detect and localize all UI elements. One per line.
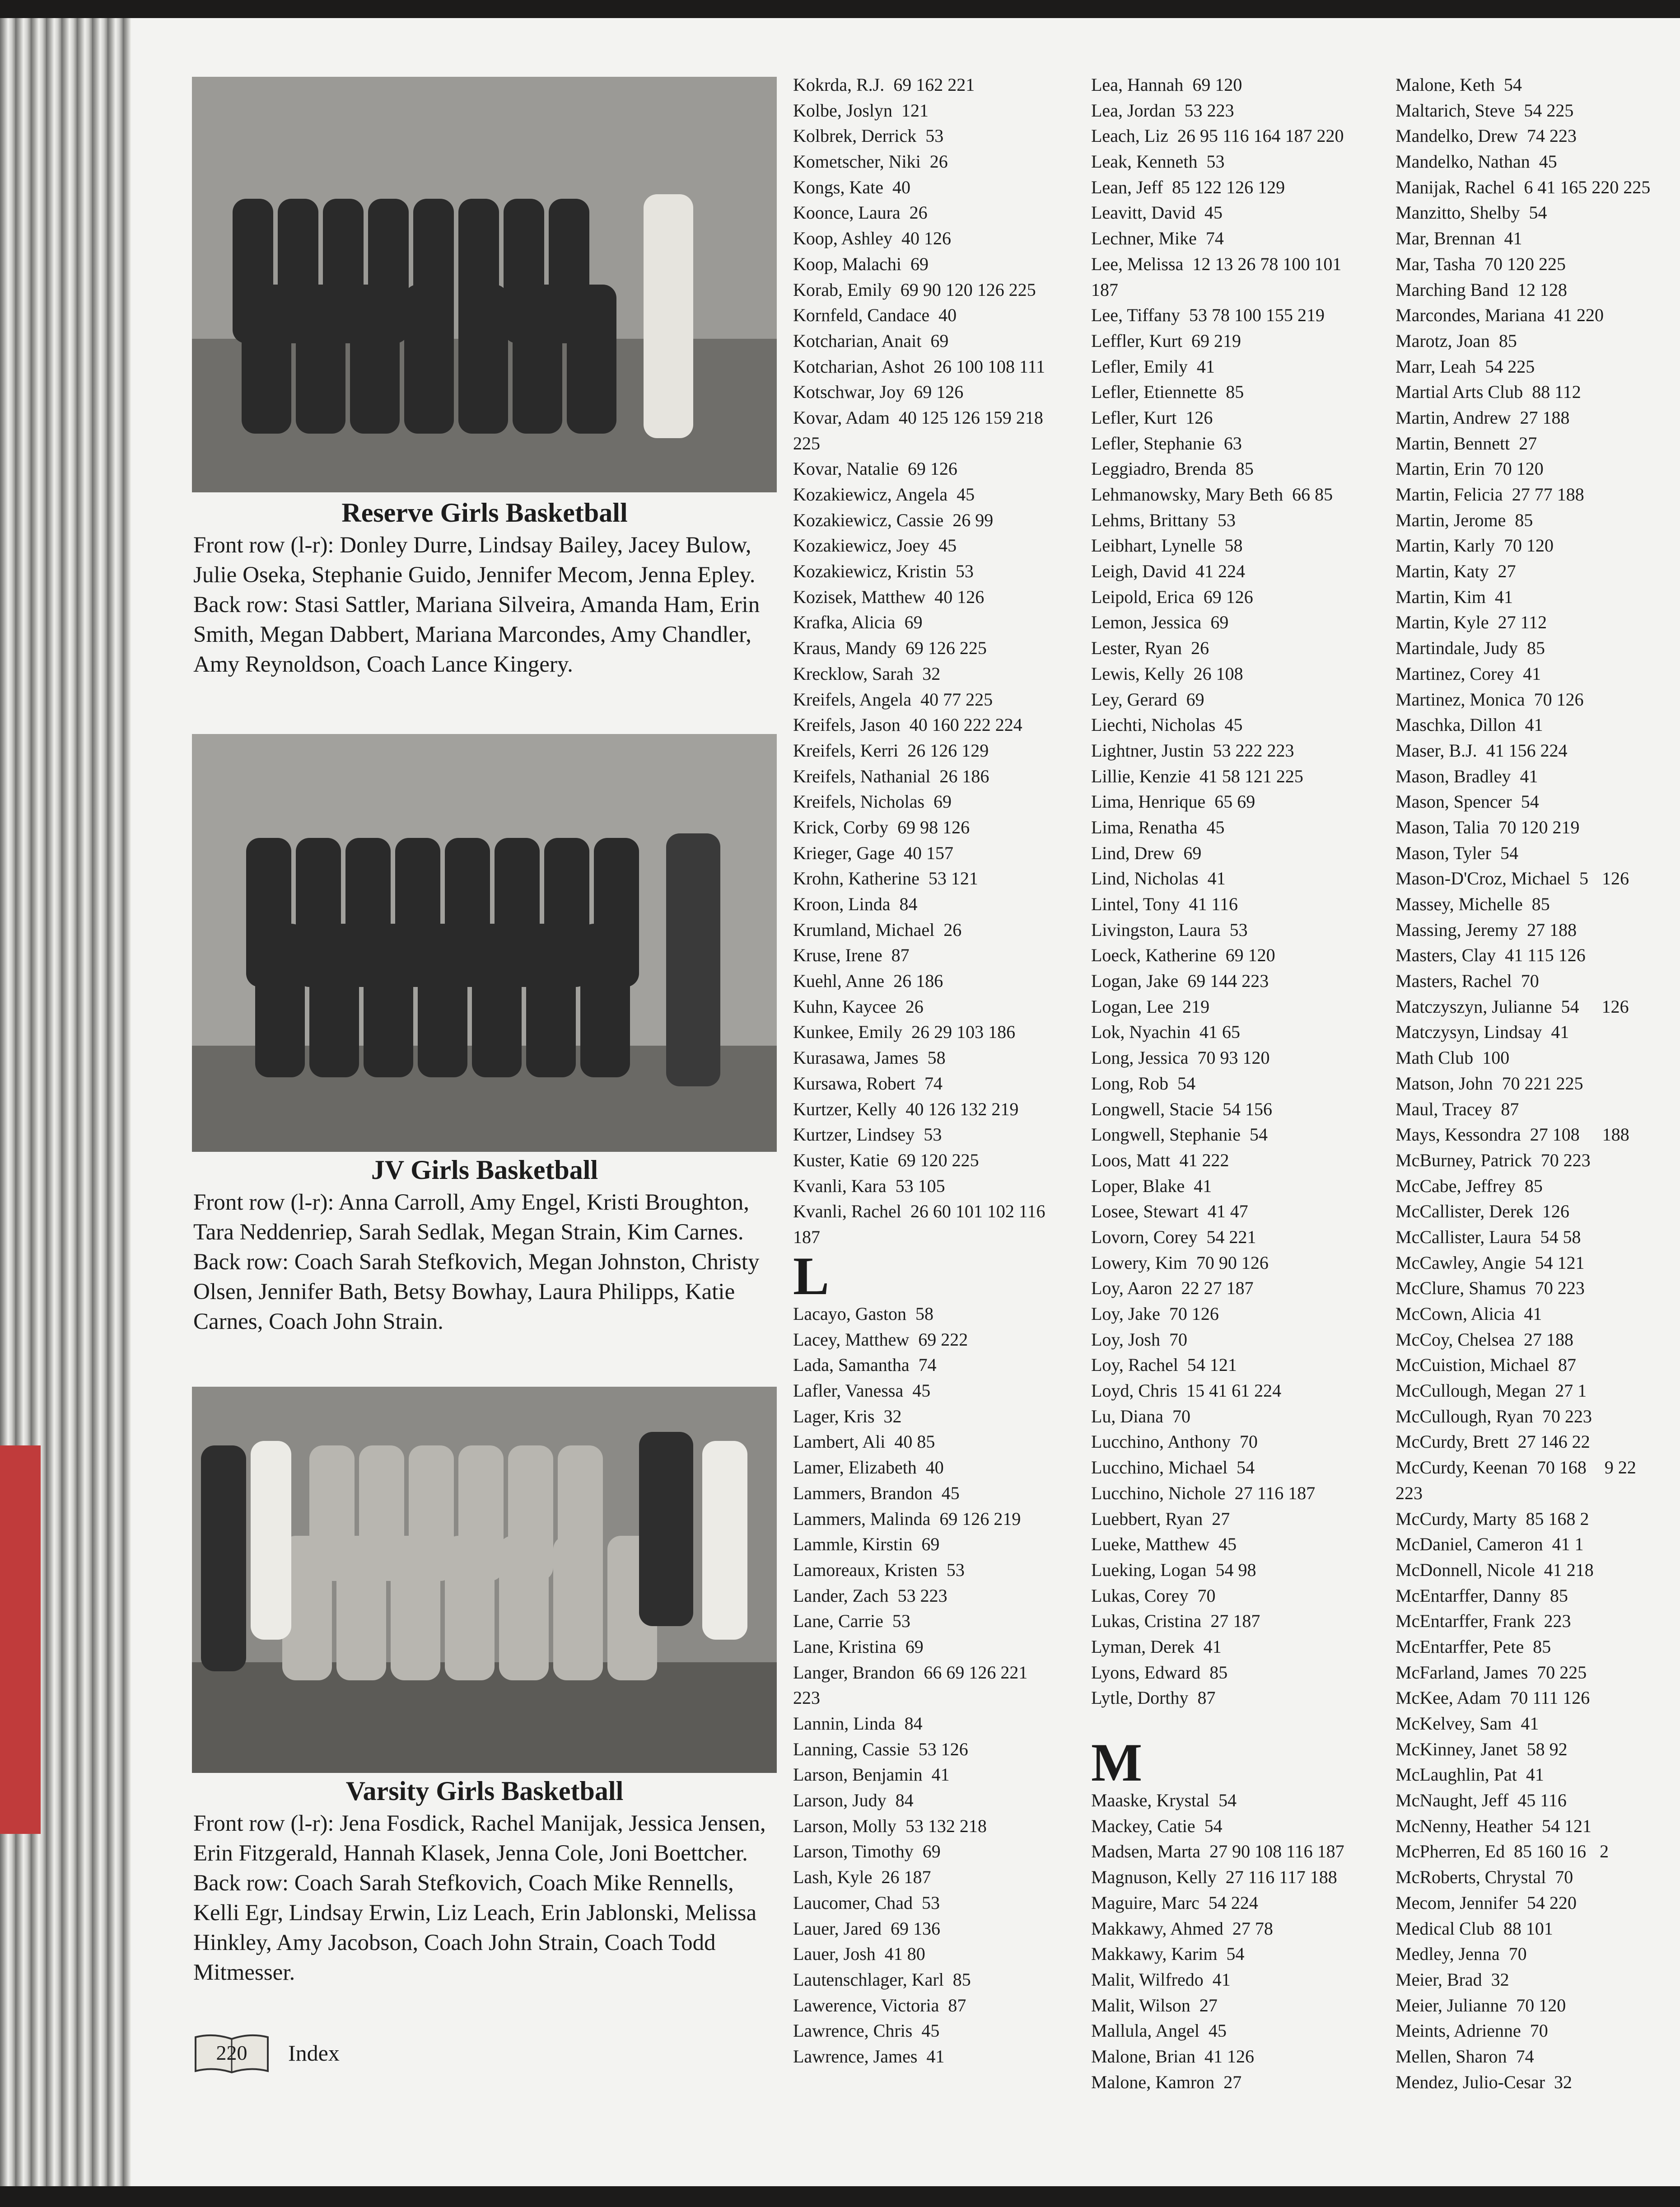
index-entry: Mellen, Sharon 74: [1395, 2046, 1534, 2067]
index-entry: Lucchino, Michael 54: [1091, 1457, 1255, 1478]
index-entry: Lechner, Mike 74: [1091, 228, 1224, 249]
index-entry: Kreifels, Kerri 26 126 129: [793, 740, 989, 761]
index-entry: Mackey, Catie 54: [1091, 1815, 1223, 1836]
index-entry: 223: [793, 1688, 820, 1708]
index-entry: Leibhart, Lynelle 58: [1091, 535, 1243, 556]
index-entry: McCabe, Jeffrey 85: [1395, 1175, 1543, 1196]
index-entry: Meier, Brad 32: [1395, 1969, 1509, 1990]
index-entry: Kvanli, Kara 53 105: [793, 1175, 945, 1196]
index-entry: Kotcharian, Anait 69: [793, 330, 949, 351]
index-entry: Lafler, Vanessa 45: [793, 1380, 931, 1401]
index-entry: 223: [1395, 1482, 1423, 1503]
section-letter: L: [793, 1245, 830, 1306]
index-entry: Lamer, Elizabeth 40: [793, 1457, 944, 1478]
index-entry: Krieger, Gage 40 157: [793, 842, 953, 863]
index-entry: Lannin, Linda 84: [793, 1713, 923, 1734]
index-entry: McKinney, Janet 58 92: [1395, 1739, 1568, 1759]
index-entry: Martin, Kim 41: [1395, 586, 1513, 607]
index-entry: Loos, Matt 41 222: [1091, 1150, 1229, 1170]
index-entry: Koop, Ashley 40 126: [793, 228, 951, 249]
index-entry: Kolbe, Joslyn 121: [793, 100, 929, 121]
reserve-team-photo: [192, 77, 777, 492]
index-entry: Mar, Tasha 70 120 225: [1395, 253, 1566, 274]
index-entry: Kotcharian, Ashot 26 100 108 111: [793, 356, 1045, 377]
reserve-title: Reserve Girls Basketball: [341, 498, 628, 528]
index-entry: Maaske, Krystal 54: [1091, 1790, 1237, 1811]
index-entry: Martindale, Judy 85: [1395, 638, 1545, 659]
index-entry: Lawrence, James 41: [793, 2046, 945, 2067]
index-entry: Lammers, Brandon 45: [793, 1482, 960, 1503]
index-entry: Kolbrek, Derrick 53: [793, 126, 944, 146]
index-entry: Lu, Diana 70: [1091, 1406, 1190, 1426]
index-entry: Kvanli, Rachel 26 60 101 102 116: [793, 1201, 1045, 1222]
index-entry: Maltarich, Steve 54 225: [1395, 100, 1574, 121]
index-entry: McDonnell, Nicole 41 218: [1395, 1559, 1594, 1580]
index-entry: Maul, Tracey 87: [1395, 1099, 1519, 1119]
index-entry: Kozisek, Matthew 40 126: [793, 586, 985, 607]
index-entry: Lammers, Malinda 69 126 219: [793, 1508, 1021, 1529]
index-entry: McCurdy, Marty 85 168 2: [1395, 1508, 1589, 1529]
index-entry: Marcondes, Mariana 41 220: [1395, 305, 1604, 326]
index-entry: Mar, Brennan 41: [1395, 228, 1522, 249]
index-entry: Kuster, Katie 69 120 225: [793, 1150, 979, 1170]
book-spine: [0, 18, 131, 2186]
index-entry: Maser, B.J. 41 156 224: [1395, 740, 1568, 761]
index-entry: Lightner, Justin 53 222 223: [1091, 740, 1294, 761]
page-footer: [193, 2033, 340, 2073]
index-entry: Mallula, Angel 45: [1091, 2020, 1227, 2041]
index-entry: Meier, Julianne 70 120: [1395, 1995, 1566, 2015]
index-entry: Malone, Keth 54: [1395, 75, 1522, 95]
index-entry: Manzitto, Shelby 54: [1395, 202, 1547, 223]
index-entry: McBurney, Patrick 70 223: [1395, 1150, 1591, 1170]
index-entry: Kruse, Irene 87: [793, 945, 910, 966]
index-entry: Mays, Kessondra 27 108 188: [1395, 1124, 1629, 1145]
index-entry: Loyd, Chris 15 41 61 224: [1091, 1380, 1282, 1401]
index-entry: Martin, Erin 70 120: [1395, 458, 1544, 479]
index-entry: Lee, Tiffany 53 78 100 155 219: [1091, 305, 1325, 326]
index-entry: Lima, Henrique 65 69: [1091, 791, 1255, 812]
index-entry: Marr, Leah 54 225: [1395, 356, 1535, 377]
index-entry: Lyons, Edward 85: [1091, 1662, 1228, 1683]
index-entry: Kraus, Mandy 69 126 225: [793, 638, 987, 659]
index-entry: Lean, Jeff 85 122 126 129: [1091, 177, 1285, 197]
index-entry: Luebbert, Ryan 27: [1091, 1508, 1230, 1529]
index-entry: McNenny, Heather 54 121: [1395, 1815, 1591, 1836]
index-entry: McCurdy, Brett 27 146 22: [1395, 1431, 1590, 1452]
index-entry: Math Club 100: [1395, 1047, 1510, 1068]
index-entry: Mason, Tyler 54: [1395, 842, 1518, 863]
index-entry: McCallister, Laura 54 58: [1395, 1226, 1581, 1247]
index-entry: Maschka, Dillon 41: [1395, 715, 1543, 735]
index-entry: Loy, Aaron 22 27 187: [1091, 1278, 1254, 1299]
index-entry: Martin, Karly 70 120: [1395, 535, 1554, 556]
index-entry: Mendez, Julio-Cesar 32: [1395, 2071, 1573, 2092]
index-entry: Kotschwar, Joy 69 126: [793, 382, 964, 402]
index-entry: Lambert, Ali 40 85: [793, 1431, 935, 1452]
index-entry: Kroon, Linda 84: [793, 894, 918, 914]
index-entry: Larson, Judy 84: [793, 1790, 914, 1811]
index-entry: Lovorn, Corey 54 221: [1091, 1226, 1256, 1247]
index-entry: Lefler, Emily 41: [1091, 356, 1215, 377]
index-entry: Makkawy, Karim 54: [1091, 1944, 1245, 1964]
spine-red-tab: [0, 1445, 41, 1834]
index-entry: Leigh, David 41 224: [1091, 561, 1246, 582]
index-entry: Martin, Bennett 27: [1395, 433, 1537, 454]
index-entry: Livingston, Laura 53: [1091, 919, 1248, 940]
index-entry: Lander, Zach 53 223: [793, 1585, 947, 1606]
index-entry: Lowery, Kim 70 90 126: [1091, 1252, 1269, 1273]
index-entry: Kozakiewicz, Kristin 53: [793, 561, 974, 582]
index-entry: Kurtzer, Lindsey 53: [793, 1124, 942, 1145]
index-entry: McKelvey, Sam 41: [1395, 1713, 1539, 1734]
index-entry: Leavitt, David 45: [1091, 202, 1223, 223]
index-entry: Kozakiewicz, Cassie 26 99: [793, 510, 994, 530]
index-entry: Kuehl, Anne 26 186: [793, 971, 943, 991]
index-entry: Kurtzer, Kelly 40 126 132 219: [793, 1099, 1019, 1119]
index-entry: Laucomer, Chad 53: [793, 1892, 940, 1913]
index-entry: Martinez, Corey 41: [1395, 663, 1541, 684]
index-column-3: [1395, 72, 1680, 2095]
index-entry: Lehms, Brittany 53: [1091, 510, 1236, 530]
varsity-team-photo: [192, 1387, 777, 1773]
index-entry: Lee, Melissa 12 13 26 78 100 101: [1091, 253, 1342, 274]
index-entry: Lauer, Josh 41 80: [793, 1944, 925, 1964]
index-entry: Lada, Samantha 74: [793, 1355, 937, 1375]
index-entry: Lea, Jordan 53 223: [1091, 100, 1234, 121]
index-entry: McPherren, Ed 85 160 16 2: [1395, 1841, 1609, 1862]
varsity-title: Varsity Girls Basketball: [345, 1776, 624, 1806]
index-entry: Krecklow, Sarah 32: [793, 663, 941, 684]
index-entry: McCawley, Angie 54 121: [1395, 1252, 1585, 1273]
index-entry: Lane, Carrie 53: [793, 1611, 910, 1632]
index-entry: Manijak, Rachel 6 41 165 220 225: [1395, 177, 1651, 197]
varsity-caption-text: Front row (l-r): Jena Fosdick, Rachel Manijak, Jessica Jensen, Erin Fitzgerald, Hannah Klasek, Jenna Cole, Joni Boettcher. Back row: Coach Sarah Stefkovich, Coach Mike Rennells, Kelli Egr, Lindsay Erwin, Liz Leach, Erin Jablonski, Melissa Hinkley, Amy Jacobson, Coach John Strain, Coach Todd Mitmesser.: [193, 1811, 766, 1985]
index-entry: McEntarffer, Pete 85: [1395, 1636, 1551, 1657]
index-entry: Kuhn, Kaycee 26: [793, 996, 924, 1017]
index-entry: Martinez, Monica 70 126: [1395, 689, 1584, 710]
index-entry: McClure, Shamus 70 223: [1395, 1278, 1585, 1299]
index-entry: Matson, John 70 221 225: [1395, 1073, 1583, 1094]
index-entry: Marotz, Joan 85: [1395, 330, 1517, 351]
index-entry: Lawrence, Chris 45: [793, 2020, 940, 2041]
index-entry: Martin, Katy 27: [1395, 561, 1516, 582]
index-entry: Maguire, Marc 54 224: [1091, 1892, 1258, 1913]
index-entry: Lash, Kyle 26 187: [793, 1867, 931, 1888]
index-entry: Lefler, Kurt 126: [1091, 407, 1213, 428]
index-entry: Koop, Malachi 69: [793, 253, 929, 274]
index-entry: Mandelko, Drew 74 223: [1395, 126, 1577, 146]
index-entry: Kreifels, Jason 40 160 222 224: [793, 715, 1022, 735]
jv-team-photo: [192, 734, 777, 1152]
jv-caption: [193, 1154, 776, 1337]
index-entry: Lucchino, Anthony 70: [1091, 1431, 1258, 1452]
index-entry: Malit, Wilson 27: [1091, 1995, 1218, 2015]
index-entry: Long, Jessica 70 93 120: [1091, 1047, 1270, 1068]
index-entry: Magnuson, Kelly 27 116 117 188: [1091, 1867, 1337, 1888]
index-entry: Masters, Clay 41 115 126: [1395, 945, 1586, 966]
index-entry: McDaniel, Cameron 41 1: [1395, 1534, 1584, 1555]
index-entry: McKee, Adam 70 111 126: [1395, 1688, 1590, 1708]
index-entry: McCoy, Chelsea 27 188: [1395, 1329, 1574, 1350]
index-entry: Lammle, Kirstin 69: [793, 1534, 940, 1555]
index-entry: Kreifels, Angela 40 77 225: [793, 689, 993, 710]
index-entry: Martin, Jerome 85: [1395, 510, 1533, 530]
reserve-caption: [193, 497, 776, 679]
index-entry: Lager, Kris 32: [793, 1406, 902, 1426]
section-letter: M: [1091, 1732, 1143, 1792]
index-entry: Larson, Benjamin 41: [793, 1764, 950, 1785]
index-entry: Lawerence, Victoria 87: [793, 1995, 966, 2015]
index-entry: McCallister, Derek 126: [1395, 1201, 1569, 1222]
index-entry: Kursawa, Robert 74: [793, 1073, 943, 1094]
index-entry: Losee, Stewart 41 47: [1091, 1201, 1248, 1222]
index-entry: Loeck, Katherine 69 120: [1091, 945, 1275, 966]
index-entry: Lewis, Kelly 26 108: [1091, 663, 1243, 684]
index-label: Index: [288, 2040, 340, 2066]
index-entry: Martin, Kyle 27 112: [1395, 612, 1547, 633]
index-entry: Martin, Felicia 27 77 188: [1395, 484, 1584, 505]
index-entry: Ley, Gerard 69: [1091, 689, 1204, 710]
index-entry: Kometscher, Niki 26: [793, 151, 948, 172]
index-entry: McCurdy, Keenan 70 168 9 22: [1395, 1457, 1636, 1478]
index-entry: Lane, Kristina 69: [793, 1636, 924, 1657]
index-entry: Langer, Brandon 66 69 126 221: [793, 1662, 1028, 1683]
index-entry: Krafka, Alicia 69: [793, 612, 923, 633]
index-entry: Longwell, Stacie 54 156: [1091, 1099, 1273, 1119]
index-entry: Larson, Timothy 69: [793, 1841, 941, 1862]
index-entry: McLaughlin, Pat 41: [1395, 1764, 1544, 1785]
index-entry: Leffler, Kurt 69 219: [1091, 330, 1241, 351]
index-entry: Lacey, Matthew 69 222: [793, 1329, 968, 1350]
index-entry: Kurasawa, James 58: [793, 1047, 946, 1068]
index-entry: Malit, Wilfredo 41: [1091, 1969, 1231, 1990]
index-entry: Lanning, Cassie 53 126: [793, 1739, 968, 1759]
index-entry: Masters, Rachel 70: [1395, 971, 1539, 991]
index-entry: Matczyszyn, Julianne 54 126: [1395, 996, 1629, 1017]
index-entry: Lehmanowsky, Mary Beth 66 85: [1091, 484, 1333, 505]
index-entry: Logan, Jake 69 144 223: [1091, 971, 1269, 991]
index-entry: Long, Rob 54: [1091, 1073, 1196, 1094]
index-entry: Kunkee, Emily 26 29 103 186: [793, 1022, 1016, 1043]
index-entry: Kovar, Adam 40 125 126 159 218: [793, 407, 1043, 428]
index-entry: Mason, Bradley 41: [1395, 766, 1538, 786]
index-entry: Lukas, Corey 70: [1091, 1585, 1216, 1606]
index-entry: Massing, Jeremy 27 188: [1395, 919, 1577, 940]
index-entry: Massey, Michelle 85: [1395, 894, 1550, 914]
index-entry: McFarland, James 70 225: [1395, 1662, 1587, 1683]
index-entry: McCuistion, Michael 87: [1395, 1355, 1576, 1375]
index-entry: Lillie, Kenzie 41 58 121 225: [1091, 766, 1303, 786]
index-entry: Lefler, Stephanie 63: [1091, 433, 1242, 454]
index-entry: Kongs, Kate 40: [793, 177, 910, 197]
index-entry: Leach, Liz 26 95 116 164 187 220: [1091, 126, 1344, 146]
index-entry: McCown, Alicia 41: [1395, 1304, 1542, 1324]
index-entry: Makkawy, Ahmed 27 78: [1091, 1918, 1273, 1939]
index-entry: Martin, Andrew 27 188: [1395, 407, 1570, 428]
reserve-caption-text: Front row (l-r): Donley Durre, Lindsay Bailey, Jacey Bulow, Julie Oseka, Stephanie Guido, Jennifer Mecom, Jenna Epley. Back row: Stasi Sattler, Mariana Silveira, Amanda Ham, Erin Smith, Megan Dabbert, Mariana Marcondes, Amy Chandler, Amy Reynoldson, Coach Lance Kingery.: [193, 533, 760, 677]
index-entry: Korab, Emily 69 90 120 126 225: [793, 279, 1036, 300]
index-entry: 225: [793, 433, 820, 454]
book-icon: [193, 2033, 270, 2073]
index-entry: Marching Band 12 128: [1395, 279, 1567, 300]
index-entry: Mason-D'Croz, Michael 5 126: [1395, 868, 1629, 889]
page-number: 220: [216, 2041, 247, 2064]
index-entry: Lukas, Cristina 27 187: [1091, 1611, 1260, 1632]
index-entry: Kreifels, Nathanial 26 186: [793, 766, 989, 786]
index-entry: Lueke, Matthew 45: [1091, 1534, 1237, 1555]
index-entry: Lemon, Jessica 69: [1091, 612, 1229, 633]
index-entry: Kozakiewicz, Angela 45: [793, 484, 975, 505]
index-entry: Larson, Molly 53 132 218: [793, 1815, 987, 1836]
index-entry: Malone, Kamron 27: [1091, 2071, 1242, 2092]
index-entry: Lind, Drew 69: [1091, 842, 1202, 863]
index-entry: McEntarffer, Frank 223: [1395, 1611, 1571, 1632]
index-entry: Lucchino, Nichole 27 116 187: [1091, 1482, 1316, 1503]
index-entry: Kovar, Natalie 69 126: [793, 458, 957, 479]
index-entry: Loy, Josh 70: [1091, 1329, 1187, 1350]
index-entry: Kokrda, R.J. 69 162 221: [793, 75, 975, 95]
index-entry: Kozakiewicz, Joey 45: [793, 535, 957, 556]
index-entry: McNaught, Jeff 45 116: [1395, 1790, 1567, 1811]
index-entry: Liechti, Nicholas 45: [1091, 715, 1243, 735]
index-entry: Lefler, Etiennette 85: [1091, 382, 1244, 402]
index-entry: McCullough, Ryan 70 223: [1395, 1406, 1592, 1426]
index-entry: Loy, Jake 70 126: [1091, 1304, 1219, 1324]
index-entry: Medley, Jenna 70: [1395, 1944, 1527, 1964]
index-entry: Lok, Nyachin 41 65: [1091, 1022, 1240, 1043]
index-entry: Kornfeld, Candace 40: [793, 305, 957, 326]
index-entry: McCullough, Megan 27 1: [1395, 1380, 1587, 1401]
index-entry: Mandelko, Nathan 45: [1395, 151, 1557, 172]
index-entry: Lester, Ryan 26: [1091, 638, 1209, 659]
index-entry: Krohn, Katherine 53 121: [793, 868, 978, 889]
index-entry: Malone, Brian 41 126: [1091, 2046, 1255, 2067]
index-entry: 187: [793, 1226, 820, 1247]
index-entry: Leipold, Erica 69 126: [1091, 586, 1253, 607]
varsity-caption: [193, 1775, 776, 1987]
index-entry: Leggiadro, Brenda 85: [1091, 458, 1254, 479]
jv-caption-text: Front row (l-r): Anna Carroll, Amy Engel, Kristi Broughton, Tara Neddenriep, Sarah Sedlak, Megan Strain, Kim Carnes. Back row: Coach Sarah Stefkovich, Megan Johnston, Christy Olsen, Jennifer Bath, Betsy Bowhay, Laura Philipps, Katie Carnes, Coach John Strain.: [193, 1190, 760, 1334]
index-entry: Koonce, Laura 26: [793, 202, 928, 223]
index-entry: Loy, Rachel 54 121: [1091, 1355, 1237, 1375]
index-entry: Lamoreaux, Kristen 53: [793, 1559, 965, 1580]
jv-title: JV Girls Basketball: [371, 1155, 598, 1185]
index-entry: Meints, Adrienne 70: [1395, 2020, 1548, 2041]
index-entry: Krumland, Michael 26: [793, 919, 962, 940]
index-entry: Lacayo, Gaston 58: [793, 1304, 934, 1324]
index-entry: Madsen, Marta 27 90 108 116 187: [1091, 1841, 1344, 1862]
index-entry: Mason, Talia 70 120 219: [1395, 817, 1580, 837]
index-entry: Krick, Corby 69 98 126: [793, 817, 970, 837]
index-entry: Lytle, Dorthy 87: [1091, 1688, 1216, 1708]
index-column-2: [1091, 72, 1398, 2095]
index-entry: Medical Club 88 101: [1395, 1918, 1553, 1939]
index-entry: Mecom, Jennifer 54 220: [1395, 1892, 1577, 1913]
index-entry: Lyman, Derek 41: [1091, 1636, 1222, 1657]
index-entry: Lima, Renatha 45: [1091, 817, 1225, 837]
index-entry: McRoberts, Chrystal 70: [1395, 1867, 1573, 1888]
index-entry: Loper, Blake 41: [1091, 1175, 1212, 1196]
index-entry: 187: [1091, 279, 1118, 300]
index-entry: Lea, Hannah 69 120: [1091, 75, 1242, 95]
index-entry: Mason, Spencer 54: [1395, 791, 1539, 812]
index-entry: Leak, Kenneth 53: [1091, 151, 1225, 172]
index-entry: Lauer, Jared 69 136: [793, 1918, 941, 1939]
index-entry: Longwell, Stephanie 54: [1091, 1124, 1268, 1145]
index-entry: Lueking, Logan 54 98: [1091, 1559, 1256, 1580]
index-entry: McEntarffer, Danny 85: [1395, 1585, 1568, 1606]
index-entry: Lintel, Tony 41 116: [1091, 894, 1238, 914]
index-entry: Matczysyn, Lindsay 41: [1395, 1022, 1569, 1043]
index-entry: Logan, Lee 219: [1091, 996, 1210, 1017]
index-entry: Lautenschlager, Karl 85: [793, 1969, 971, 1990]
index-column-1: [793, 72, 1082, 2070]
index-entry: Kreifels, Nicholas 69: [793, 791, 952, 812]
index-entry: Lind, Nicholas 41: [1091, 868, 1226, 889]
index-entry: Martial Arts Club 88 112: [1395, 382, 1581, 402]
